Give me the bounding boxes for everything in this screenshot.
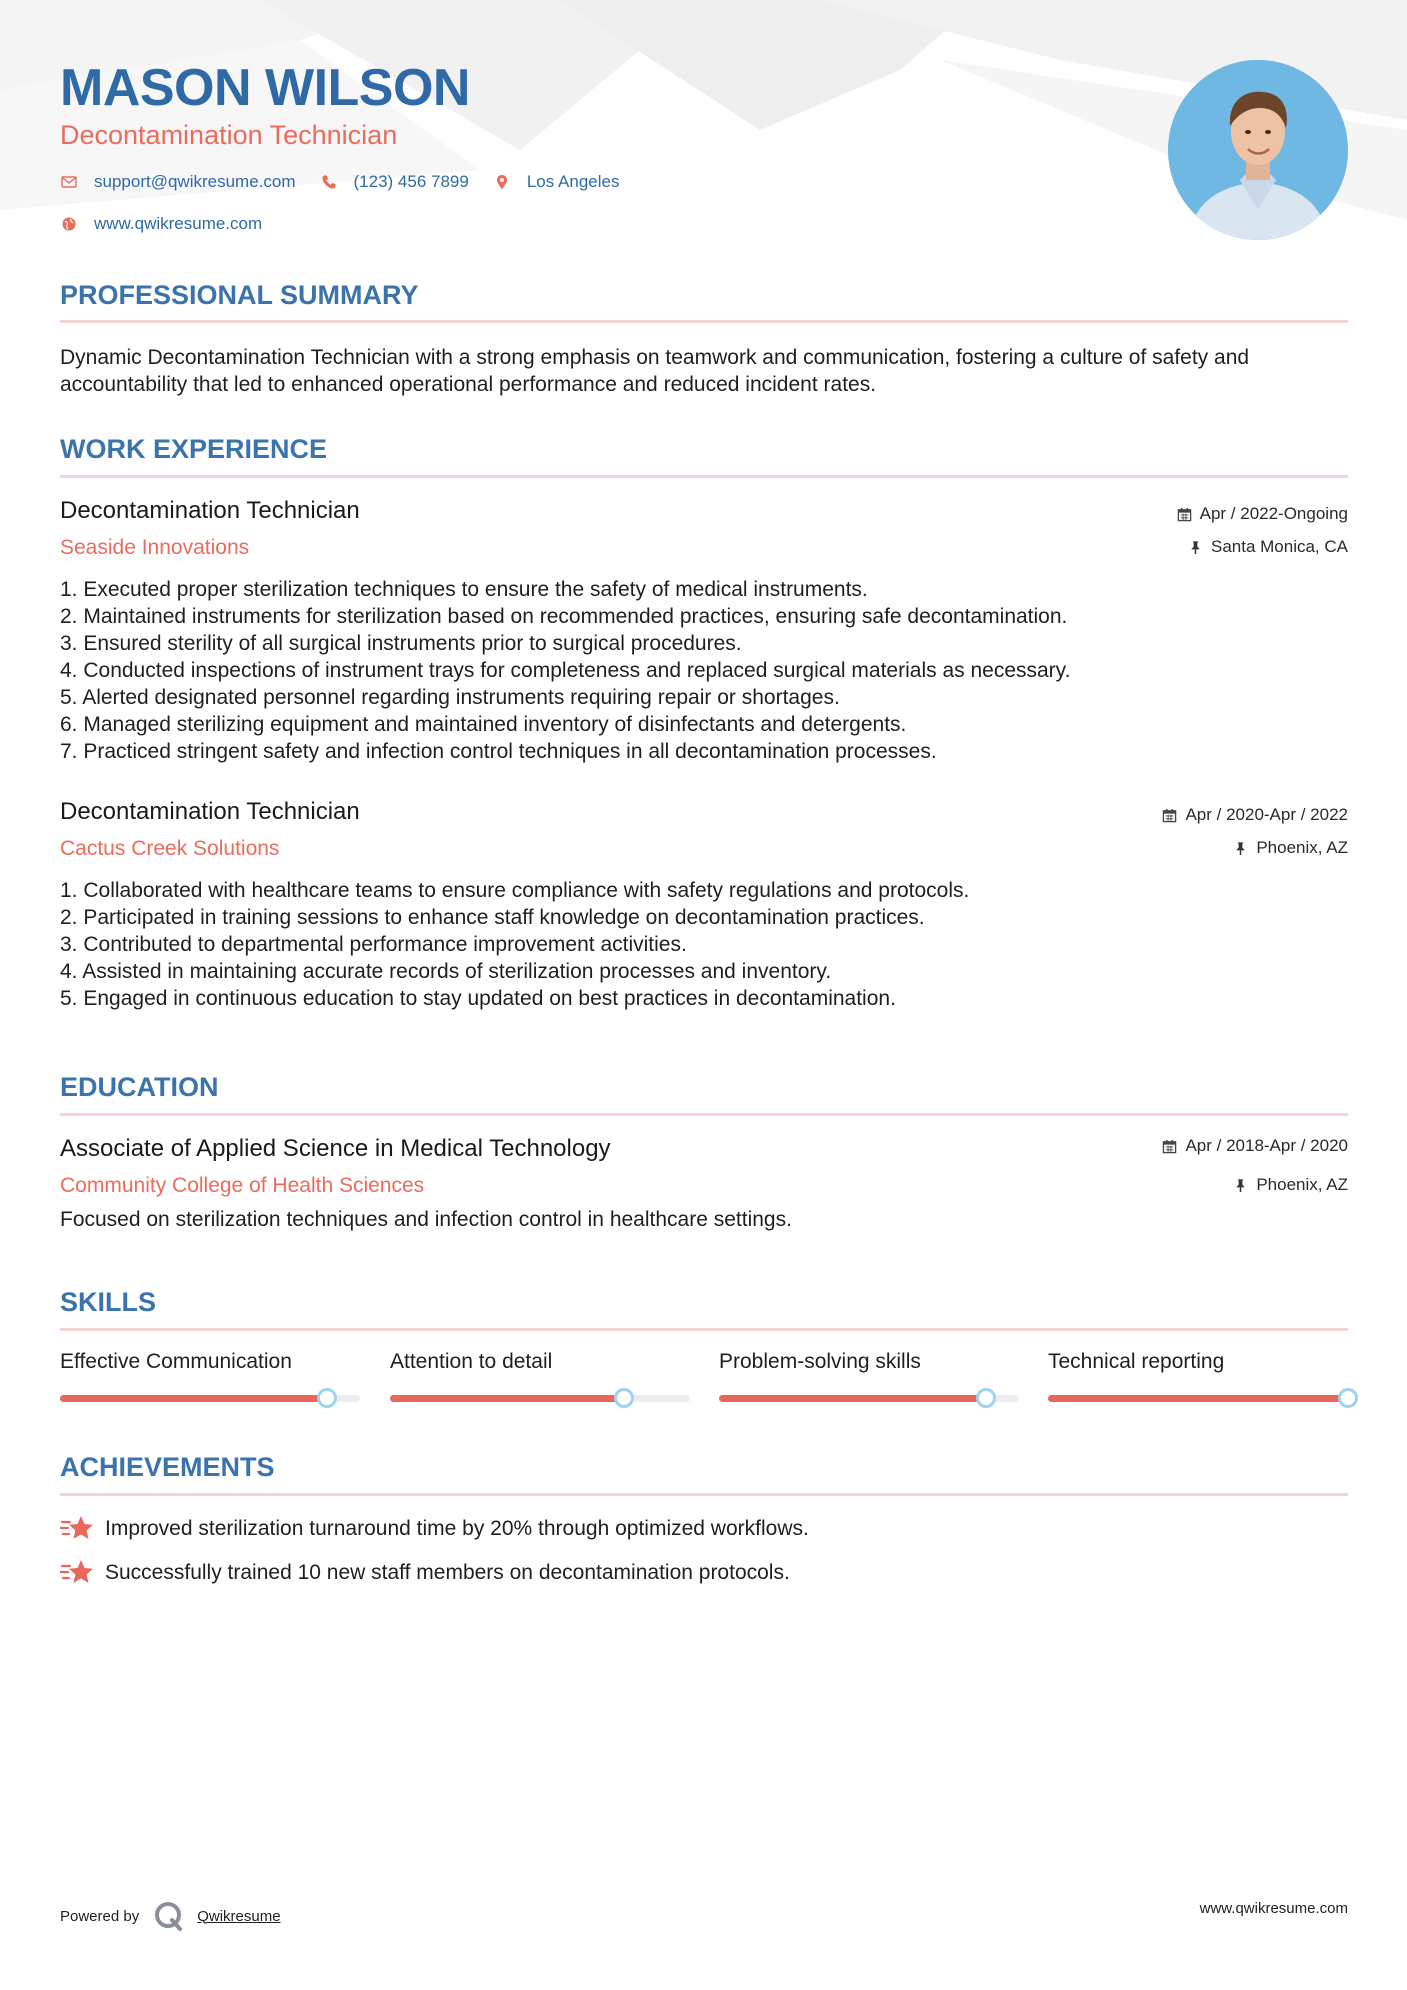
skill-item — [1048, 1350, 1348, 1374]
contact-email[interactable] — [60, 172, 296, 192]
achievement-text: Improved sterilization turnaround time by 20% through optimized workflows. — [105, 1517, 809, 1540]
contact-row-secondary — [60, 214, 286, 234]
job-title: Decontamination Technician — [60, 798, 360, 825]
skill-label: Problem-solving skills — [719, 1350, 921, 1373]
education-date-text: Apr / 2018-Apr / 2020 — [1185, 1136, 1348, 1155]
skill-item — [719, 1350, 1019, 1374]
education-location — [1233, 1175, 1348, 1195]
skill-bar-knob — [1338, 1388, 1358, 1408]
section-title-education: EDUCATION — [60, 1072, 219, 1102]
list-item: 6. Managed sterilizing equipment and maintained inventory of disinfectants and detergents. — [60, 713, 907, 736]
job-date — [1162, 805, 1348, 825]
skill-bar — [719, 1395, 1019, 1402]
list-item: 4. Conducted inspections of instrument trays for completeness and replaced surgical materials as necessary. — [60, 659, 1071, 682]
email-text: support@qwikresume.com — [94, 172, 296, 191]
education-location-text: Phoenix, AZ — [1256, 1175, 1348, 1194]
location-text: Los Angeles — [526, 172, 620, 191]
company-name: Seaside Innovations — [60, 536, 250, 559]
section-title-summary: PROFESSIONAL SUMMARY — [60, 280, 419, 310]
job-duties-list — [60, 576, 1348, 765]
degree-title: Associate of Applied Science in Medical Technology — [60, 1135, 611, 1162]
skill-bar — [1048, 1395, 1348, 1402]
footer-branding — [60, 1900, 281, 1932]
section-divider — [60, 475, 1348, 478]
job-location — [1233, 838, 1348, 858]
envelope-icon — [60, 173, 78, 191]
phone-icon — [320, 173, 338, 191]
list-item: 7. Practiced stringent safety and infection control techniques in all decontamination processes. — [60, 740, 937, 763]
job-title: Decontamination Technician — [60, 497, 360, 524]
summary-text: Dynamic Decontamination Technician with a strong emphasis on teamwork and communication, fostering a culture of safety and accountability that led to enhanced operational performance and reduced incident rates. — [60, 346, 1250, 396]
skill-bar-fill — [1048, 1395, 1348, 1402]
star-icon — [60, 1514, 94, 1544]
brand-link[interactable]: Qwikresume — [197, 1907, 281, 1925]
skill-label: Technical reporting — [1048, 1350, 1225, 1373]
education-date — [1162, 1136, 1348, 1156]
section-divider — [60, 1493, 1348, 1496]
list-item: 1. Executed proper sterilization techniques to ensure the safety of medical instruments. — [60, 578, 868, 601]
candidate-role: Decontamination Technician — [60, 120, 398, 150]
job-location-text: Phoenix, AZ — [1256, 838, 1348, 857]
section-divider — [60, 1328, 1348, 1331]
section-divider — [60, 320, 1348, 323]
achievement-item — [60, 1514, 809, 1544]
contact-website[interactable] — [60, 214, 262, 234]
job-date-text: Apr / 2022-Ongoing — [1199, 504, 1348, 523]
skill-bar-fill — [719, 1395, 986, 1402]
job-duties-list — [60, 877, 1348, 1012]
skill-bar-knob — [317, 1388, 337, 1408]
school-name: Community College of Health Sciences — [60, 1174, 425, 1197]
map-pin-icon — [493, 173, 511, 191]
skill-bar-fill — [60, 1395, 327, 1402]
skill-item — [390, 1350, 690, 1374]
calendar-icon — [1162, 1139, 1177, 1154]
job-location — [1188, 537, 1348, 557]
pushpin-icon — [1233, 841, 1248, 856]
achievement-text: Successfully trained 10 new staff members on decontamination protocols. — [105, 1561, 790, 1584]
list-item: 5. Engaged in continuous education to stay updated on best practices in decontamination. — [60, 987, 896, 1010]
skill-bar-knob — [614, 1388, 634, 1408]
profile-photo — [1168, 60, 1348, 240]
pushpin-icon — [1188, 540, 1203, 555]
globe-icon — [60, 215, 78, 233]
list-item: 3. Contributed to departmental performance improvement activities. — [60, 933, 687, 956]
skill-bar-knob — [976, 1388, 996, 1408]
list-item: 3. Ensured sterility of all surgical instruments prior to surgical procedures. — [60, 632, 742, 655]
section-title-experience: WORK EXPERIENCE — [60, 434, 328, 464]
calendar-icon — [1177, 507, 1192, 522]
company-name: Cactus Creek Solutions — [60, 837, 280, 860]
skill-label: Attention to detail — [390, 1350, 553, 1373]
website-text: www.qwikresume.com — [94, 214, 263, 233]
section-divider — [60, 1113, 1348, 1116]
footer-url[interactable]: www.qwikresume.com — [1199, 1900, 1348, 1917]
pushpin-icon — [1233, 1178, 1248, 1193]
skill-bar — [390, 1395, 690, 1402]
job-date-text: Apr / 2020-Apr / 2022 — [1185, 805, 1348, 824]
qwikresume-logo-icon — [153, 1900, 185, 1932]
calendar-icon — [1162, 808, 1177, 823]
powered-by-label: Powered by — [60, 1907, 140, 1925]
contact-location — [493, 172, 620, 192]
job-date — [1177, 504, 1348, 524]
skill-label: Effective Communication — [60, 1350, 292, 1373]
candidate-name: MASON WILSON — [60, 59, 470, 117]
section-title-achievements: ACHIEVEMENTS — [60, 1452, 275, 1482]
list-item: 2. Maintained instruments for sterilization based on recommended practices, ensuring safe decontamination. — [60, 605, 1068, 628]
list-item: 4. Assisted in maintaining accurate records of sterilization processes and inventory. — [60, 960, 832, 983]
star-icon — [60, 1558, 94, 1588]
list-item: 2. Participated in training sessions to enhance staff knowledge on decontamination practices. — [60, 906, 925, 929]
section-title-skills: SKILLS — [60, 1287, 157, 1317]
education-description: Focused on sterilization techniques and infection control in healthcare settings. — [60, 1208, 792, 1231]
achievement-item — [60, 1558, 790, 1588]
contact-phone[interactable] — [320, 172, 469, 192]
skill-bar-fill — [390, 1395, 624, 1402]
job-location-text: Santa Monica, CA — [1210, 537, 1348, 556]
list-item: 5. Alerted designated personnel regarding instruments requiring repair or shortages. — [60, 686, 840, 709]
contact-row-primary — [60, 172, 643, 192]
skill-bar — [60, 1395, 360, 1402]
phone-text: (123) 456 7899 — [353, 172, 469, 191]
list-item: 1. Collaborated with healthcare teams to ensure compliance with safety regulations and protocols. — [60, 879, 970, 902]
skill-item — [60, 1350, 360, 1374]
